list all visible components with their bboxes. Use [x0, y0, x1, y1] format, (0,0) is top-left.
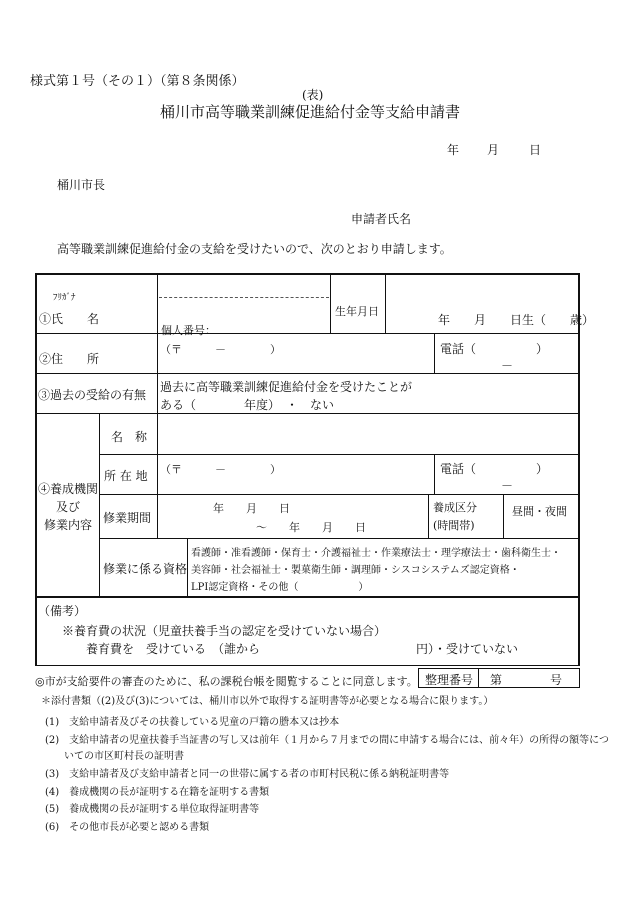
- side-label: (表): [302, 88, 324, 102]
- period-end: ～ 年 月 日: [256, 521, 366, 534]
- birth-label: 生年月日: [335, 305, 379, 318]
- past-receipt-line2: ある（ 年度） ・ ない: [160, 398, 335, 412]
- attachment-item: (1) 支給申請者及びその扶養している児童の戸籍の謄本又は抄本: [45, 717, 340, 728]
- reference-number-value: 第 号: [490, 673, 563, 687]
- attachment-item: (6) その他市長が必要と認める書類: [45, 822, 210, 833]
- attachment-item: (4) 養成機関の長が証明する在籍を証明する書類: [45, 787, 270, 798]
- attachments-heading: ＊添付書類（(2)及び(3)については、桶川市以外で取得する証明書等が必要となる場合に限ります。）: [41, 696, 494, 707]
- remarks-line2: 養育費を 受けている （誰から 円）・受けていない: [86, 642, 519, 656]
- address-label: ②住 所: [39, 352, 100, 366]
- period-start: 年 月 日: [213, 502, 290, 515]
- phone-label: 電話（ ）: [440, 342, 549, 356]
- institution-postal-code: （〒 － ）: [160, 463, 281, 476]
- attachment-item: (2) 支給申請者の児童扶養手当証書の写し又は前年（１月から７月までの間に申請する場合には、前々年）の所得の額等につ: [45, 735, 609, 746]
- date-day: 日: [529, 143, 542, 157]
- document-title: 桶川市高等職業訓練促進給付金等支給申請書: [160, 103, 461, 121]
- attachment-item: (5) 養成機関の長が証明する単位取得証明書等: [45, 804, 260, 815]
- intro-text: 高等職業訓練促進給付金の支給を受けたいので、次のとおり申請します。: [57, 242, 452, 256]
- remarks-label: （備考）: [38, 604, 87, 618]
- date-month: 月: [487, 143, 500, 157]
- institution-label-3: 修業内容: [44, 518, 93, 532]
- institution-label-2: 及び: [56, 500, 81, 514]
- reference-number-label: 整理番号: [425, 673, 474, 687]
- training-type-value: 昼間・夜間: [512, 505, 567, 518]
- qualification-line2: 美容師・社会福祉士・製菓衛生師・調理師・シスコシステムズ認定資格・: [191, 565, 520, 576]
- birth-value: 年 月 日生（ 歳）: [438, 313, 595, 327]
- period-label: 修業期間: [103, 511, 152, 525]
- past-receipt-line1: 過去に高等職業訓練促進給付金を受けたことが: [160, 380, 413, 394]
- qualification-label: 修業に係る資格: [103, 562, 188, 576]
- postal-code: （〒 － ）: [160, 343, 281, 356]
- consent-text: ◎市が支給要件の審査のために、私の課税台帳を閲覧することに同意します。: [35, 675, 418, 688]
- institution-label-1: ④養成機関: [38, 482, 99, 496]
- attachment-item-continued: いての市区町村長の証明書: [64, 751, 184, 762]
- form-code: 様式第１号（その１）（第８条関係）: [30, 74, 245, 89]
- institution-name-label: 名 称: [111, 430, 148, 444]
- institution-address-label: 所 在 地: [104, 469, 148, 483]
- remarks-line1: ※養育費の状況（児童扶養手当の認定を受けていない場合）: [62, 624, 387, 638]
- phone-dash: －: [501, 359, 514, 373]
- institution-phone-dash: －: [501, 479, 514, 493]
- training-type-label: 養成区分: [433, 501, 477, 514]
- training-type-sublabel: (時間帯): [433, 519, 475, 532]
- attachment-item: (3) 支給申請者及び支給申請者と同一の世帯に属する者の市町村民税に係る納税証明書等: [45, 769, 450, 780]
- qualification-line3: LPI認定資格・その他（ ）: [191, 582, 369, 593]
- date-year: 年: [447, 143, 460, 157]
- qualification-line1: 看護師・准看護師・保育士・介護福祉士・作業療法士・理学療法士・歯科衛生士・: [191, 548, 561, 559]
- name-label: ①氏 名: [39, 312, 100, 326]
- furigana-label: ﾌﾘｶﾞﾅ: [53, 293, 76, 303]
- personal-number-label: 個人番号：: [161, 324, 216, 337]
- addressee: 桶川市長: [57, 178, 106, 192]
- past-receipt-label: ③過去の受給の有無: [38, 388, 147, 402]
- institution-phone-label: 電話（ ）: [440, 462, 549, 476]
- applicant-name-label: 申請者氏名: [351, 212, 412, 226]
